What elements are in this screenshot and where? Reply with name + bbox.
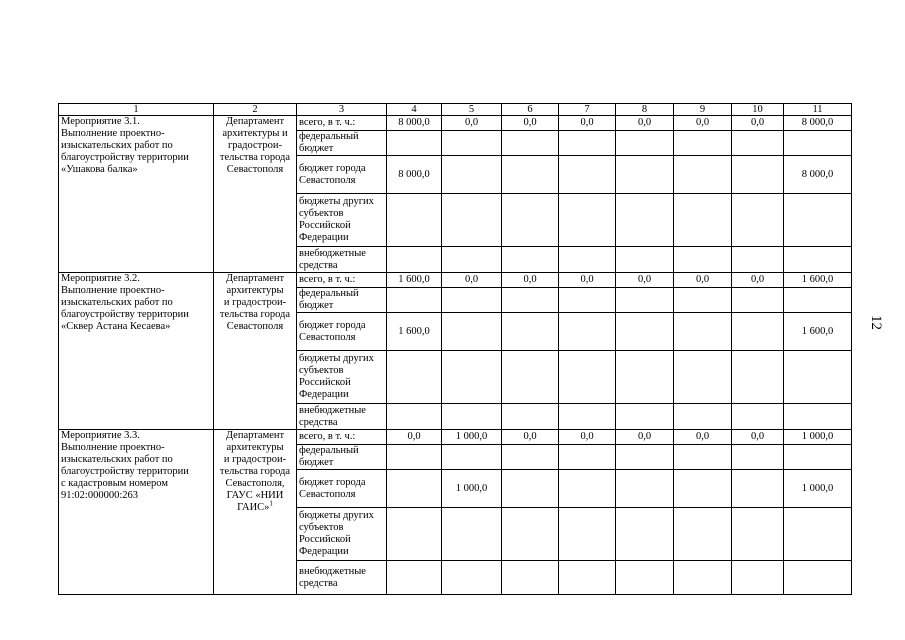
- activity-line: 91:02:000000:263: [61, 490, 139, 501]
- funding-source: всего, в т. ч.:: [297, 116, 387, 131]
- amount-cell: 0,0: [442, 273, 502, 288]
- department-line: и градострои-: [223, 454, 287, 465]
- department-line: тельства города: [219, 309, 291, 320]
- amount-cell: [387, 470, 442, 508]
- activity-line: Мероприятие 3.1.: [61, 116, 140, 127]
- activity-line: «Сквер Астана Кесаева»: [61, 321, 171, 332]
- amount-cell: [442, 351, 502, 404]
- amount-cell: [674, 313, 732, 351]
- amount-cell: [674, 131, 732, 156]
- funding-source: внебюджетные средства: [297, 561, 387, 595]
- amount-cell: 1 000,0: [784, 430, 852, 445]
- activity-line: «Ушакова балка»: [61, 164, 138, 175]
- amount-cell: [502, 445, 559, 470]
- amount-cell: [502, 247, 559, 273]
- amount-cell: [784, 247, 852, 273]
- amount-cell: 0,0: [502, 273, 559, 288]
- department-line: тельства города: [219, 152, 291, 163]
- funding-source: бюджеты других субъектов Российской Федерации: [297, 508, 387, 561]
- amount-cell: [674, 194, 732, 247]
- activity-line: Выполнение проектно-: [61, 442, 165, 453]
- table-row: [59, 273, 852, 288]
- activity-line: благоустройству территории: [61, 309, 189, 320]
- funding-source: федеральный бюджет: [297, 445, 387, 470]
- funding-source: всего, в т. ч.:: [297, 273, 387, 288]
- department-line: Департамент: [225, 116, 285, 127]
- amount-cell: [442, 131, 502, 156]
- amount-cell: [559, 313, 616, 351]
- amount-cell: [387, 508, 442, 561]
- amount-cell: [616, 288, 674, 313]
- activity-line: изыскательских работ по: [61, 454, 173, 465]
- department-line: Севастополя: [226, 321, 284, 332]
- amount-cell: [442, 445, 502, 470]
- amount-cell: [559, 445, 616, 470]
- amount-cell: [442, 404, 502, 430]
- amount-cell: [559, 404, 616, 430]
- amount-cell: [674, 351, 732, 404]
- amount-cell: [616, 508, 674, 561]
- activity-line: благоустройству территории: [61, 152, 189, 163]
- activity-line: благоустройству территории: [61, 466, 189, 477]
- amount-cell: [616, 247, 674, 273]
- amount-cell: [616, 131, 674, 156]
- funding-table: [58, 103, 852, 595]
- funding-source: бюджет города Севастополя: [297, 470, 387, 508]
- table-row: [59, 430, 852, 445]
- amount-cell: [502, 470, 559, 508]
- page-number: 12: [868, 315, 884, 330]
- department-line: Департамент: [225, 430, 285, 441]
- department-line: ГАИС»$^1$: [237, 499, 273, 513]
- amount-cell: [559, 247, 616, 273]
- department-line: архитектуры: [226, 285, 284, 296]
- column-number: 3: [297, 104, 387, 116]
- amount-cell: [502, 351, 559, 404]
- funding-source: бюджеты других субъектов Российской Федерации: [297, 194, 387, 247]
- department-cell: [214, 116, 297, 273]
- amount-cell: [784, 561, 852, 595]
- activity-line: изыскательских работ по: [61, 140, 173, 151]
- amount-cell: 0,0: [616, 430, 674, 445]
- amount-cell: [387, 131, 442, 156]
- column-number: 7: [559, 104, 616, 116]
- amount-cell: [674, 445, 732, 470]
- amount-cell: [442, 313, 502, 351]
- department-line: Департамент: [225, 273, 285, 284]
- amount-cell: [732, 508, 784, 561]
- amount-cell: [784, 508, 852, 561]
- amount-cell: [674, 247, 732, 273]
- amount-cell: [732, 404, 784, 430]
- amount-cell: 0,0: [387, 430, 442, 445]
- amount-cell: [387, 561, 442, 595]
- amount-cell: [616, 194, 674, 247]
- amount-cell: [784, 288, 852, 313]
- column-number: 10: [732, 104, 784, 116]
- amount-cell: 0,0: [732, 116, 784, 131]
- amount-cell: 0,0: [502, 116, 559, 131]
- amount-cell: 0,0: [732, 273, 784, 288]
- department-line: Севастополя,: [225, 478, 285, 489]
- amount-cell: [674, 470, 732, 508]
- activity-line: Мероприятие 3.3.: [61, 430, 140, 441]
- amount-cell: [784, 404, 852, 430]
- funding-source: федеральный бюджет: [297, 288, 387, 313]
- funding-source: внебюджетные средства: [297, 404, 387, 430]
- amount-cell: [674, 508, 732, 561]
- amount-cell: [616, 470, 674, 508]
- funding-source: внебюджетные средства: [297, 247, 387, 273]
- amount-cell: 1 600,0: [784, 313, 852, 351]
- amount-cell: 1 000,0: [442, 470, 502, 508]
- column-number: 2: [214, 104, 297, 116]
- column-number: 6: [502, 104, 559, 116]
- amount-cell: [387, 351, 442, 404]
- activity-line: с кадастровым номером: [61, 478, 168, 489]
- amount-cell: [732, 470, 784, 508]
- activity-line: Выполнение проектно-: [61, 128, 165, 139]
- amount-cell: [559, 156, 616, 194]
- activity-cell: [59, 116, 214, 273]
- amount-cell: [732, 194, 784, 247]
- footnote-marker: 1: [269, 499, 273, 508]
- amount-cell: [387, 194, 442, 247]
- amount-cell: 0,0: [674, 430, 732, 445]
- amount-cell: [559, 194, 616, 247]
- department-line: Севастополя: [226, 164, 284, 175]
- amount-cell: [442, 194, 502, 247]
- amount-cell: [674, 561, 732, 595]
- amount-cell: 8 000,0: [784, 156, 852, 194]
- activity-cell: [59, 273, 214, 430]
- amount-cell: [732, 131, 784, 156]
- amount-cell: [784, 445, 852, 470]
- amount-cell: 0,0: [674, 273, 732, 288]
- amount-cell: [732, 313, 784, 351]
- amount-cell: 1 600,0: [784, 273, 852, 288]
- amount-cell: [616, 445, 674, 470]
- amount-cell: 0,0: [732, 430, 784, 445]
- amount-cell: [732, 247, 784, 273]
- amount-cell: [387, 445, 442, 470]
- amount-cell: 0,0: [674, 116, 732, 131]
- amount-cell: [559, 131, 616, 156]
- amount-cell: [784, 351, 852, 404]
- amount-cell: [559, 561, 616, 595]
- amount-cell: 0,0: [559, 430, 616, 445]
- amount-cell: [387, 247, 442, 273]
- amount-cell: [674, 404, 732, 430]
- amount-cell: 0,0: [502, 430, 559, 445]
- amount-cell: [616, 561, 674, 595]
- department-line: архитектуры: [226, 442, 284, 453]
- amount-cell: [784, 131, 852, 156]
- column-number: 4: [387, 104, 442, 116]
- column-number: 1: [59, 104, 214, 116]
- amount-cell: [387, 288, 442, 313]
- amount-cell: [442, 561, 502, 595]
- amount-cell: [559, 288, 616, 313]
- amount-cell: [502, 194, 559, 247]
- amount-cell: [502, 404, 559, 430]
- activity-line: изыскательских работ по: [61, 297, 173, 308]
- amount-cell: [442, 508, 502, 561]
- funding-source: бюджет города Севастополя: [297, 313, 387, 351]
- amount-cell: 1 600,0: [387, 313, 442, 351]
- amount-cell: [674, 156, 732, 194]
- amount-cell: [732, 288, 784, 313]
- department-cell: [214, 273, 297, 430]
- column-number: 9: [674, 104, 732, 116]
- amount-cell: [442, 247, 502, 273]
- amount-cell: [502, 131, 559, 156]
- department-line: архитектуры и: [222, 128, 288, 139]
- department-line: градострои-: [227, 140, 283, 151]
- amount-cell: [732, 156, 784, 194]
- amount-cell: [502, 313, 559, 351]
- amount-cell: [559, 508, 616, 561]
- amount-cell: [442, 156, 502, 194]
- funding-source: федеральный бюджет: [297, 131, 387, 156]
- amount-cell: [559, 351, 616, 404]
- amount-cell: 0,0: [559, 116, 616, 131]
- amount-cell: 0,0: [559, 273, 616, 288]
- amount-cell: [442, 288, 502, 313]
- amount-cell: [502, 288, 559, 313]
- column-number: 5: [442, 104, 502, 116]
- amount-cell: [559, 470, 616, 508]
- amount-cell: 1 000,0: [442, 430, 502, 445]
- department-line: и градострои-: [223, 297, 287, 308]
- amount-cell: [674, 288, 732, 313]
- column-number-row: [59, 104, 852, 116]
- amount-cell: 1 600,0: [387, 273, 442, 288]
- amount-cell: [502, 508, 559, 561]
- table-row: [59, 116, 852, 131]
- amount-cell: 8 000,0: [387, 156, 442, 194]
- department-cell: [214, 430, 297, 595]
- department-line: ГАУС «НИИ: [226, 490, 284, 501]
- amount-cell: [784, 194, 852, 247]
- amount-cell: 1 000,0: [784, 470, 852, 508]
- activity-line: Мероприятие 3.2.: [61, 273, 140, 284]
- amount-cell: [387, 404, 442, 430]
- amount-cell: [616, 156, 674, 194]
- funding-source: бюджеты других субъектов Российской Федерации: [297, 351, 387, 404]
- amount-cell: [732, 351, 784, 404]
- amount-cell: [616, 351, 674, 404]
- funding-source: бюджет города Севастополя: [297, 156, 387, 194]
- amount-cell: 0,0: [616, 116, 674, 131]
- amount-cell: [616, 313, 674, 351]
- amount-cell: [732, 561, 784, 595]
- amount-cell: 8 000,0: [784, 116, 852, 131]
- amount-cell: 8 000,0: [387, 116, 442, 131]
- activity-line: Выполнение проектно-: [61, 285, 165, 296]
- activity-cell: [59, 430, 214, 595]
- amount-cell: 0,0: [616, 273, 674, 288]
- column-number: 8: [616, 104, 674, 116]
- amount-cell: [616, 404, 674, 430]
- department-line: тельства города: [219, 466, 291, 477]
- funding-source: всего, в т. ч.:: [297, 430, 387, 445]
- amount-cell: 0,0: [442, 116, 502, 131]
- column-number: 11: [784, 104, 852, 116]
- amount-cell: [732, 445, 784, 470]
- amount-cell: [502, 561, 559, 595]
- amount-cell: [502, 156, 559, 194]
